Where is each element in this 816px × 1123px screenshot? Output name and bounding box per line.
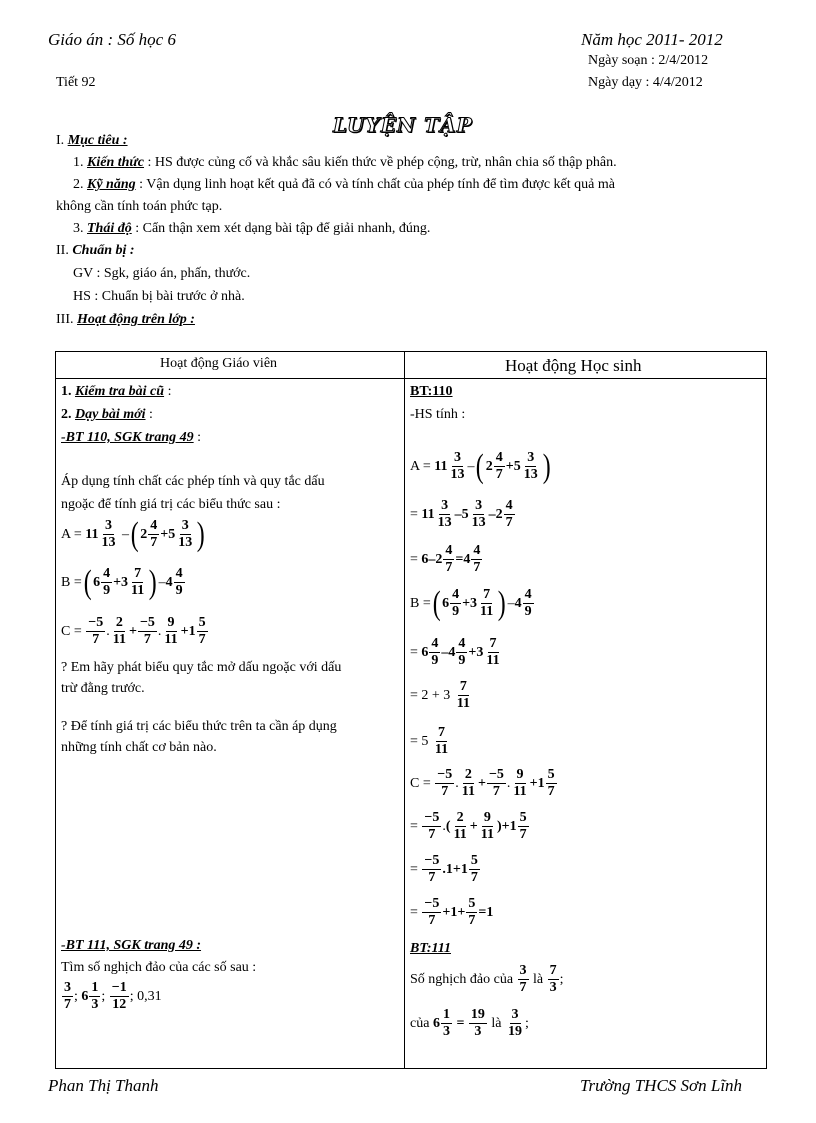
- hs-b-3: = 2 + 3 $\frac{7}{11}$: [410, 679, 471, 711]
- hs-b-4: = 5 $\frac{7}{11}$: [410, 725, 449, 757]
- hs-bt110: BT:110: [410, 384, 453, 399]
- hs-b-1: B = ( 6 $\frac{4}{9}$ + 3 $\frac{7}{11}$ ) – 4 $\frac{4}{9}$: [410, 584, 532, 622]
- ngay-day: Ngày dạy : 4/4/2012: [588, 75, 703, 90]
- gv-intro-1: Áp dụng tính chất các phép tính và quy tắc dấu: [61, 474, 325, 489]
- table-header-divider: [55, 378, 767, 379]
- gv-question-2a: ? Để tính giá trị các biểu thức trên ta cần áp dụng: [61, 719, 337, 734]
- gv-question-2b: những tính chất cơ bản nào.: [61, 740, 217, 755]
- gv-question-1b: trừ đằng trước.: [61, 681, 145, 696]
- hs-c-2: = $\frac{-5}{7}$ . ( $\frac{2}{11}$ + $\frac{9}{11}$ )+ 1 $\frac{5}{7}$: [410, 810, 527, 842]
- thai-do: 3. Thái độ : Cẩn thận xem xét dạng bài tập để giải nhanh, đúng.: [73, 221, 431, 236]
- ngay-soan: Ngày soạn : 2/4/2012: [588, 53, 709, 68]
- footer-right: Trường THCS Sơn Lĩnh: [580, 1076, 743, 1095]
- hs-c-3: = $\frac{-5}{7}$ .1+ 1 $\frac{5}{7}$: [410, 853, 478, 885]
- header-left: Giáo án : Số học 6: [48, 30, 176, 49]
- page-title: LUYỆN TẬP: [333, 113, 473, 137]
- gv-expr-a: A = 11 $\frac{3}{13}$ – ( 2 $\frac{4}{7}$ + 5 $\frac{3}{13}$ ): [61, 515, 205, 553]
- ky-nang: 2. Kỹ năng : Vận dụng linh hoạt kết quả đã có và tính chất của phép tính để tìm được kết quả mà: [73, 177, 615, 192]
- section-muc-tieu: I. Mục tiêu :: [56, 133, 128, 148]
- section-chuan-bi: II. Chuẩn bị :: [56, 243, 135, 258]
- chuan-bi-gv: GV : Sgk, giáo án, phấn, thước.: [73, 266, 251, 281]
- hs-c-1: C = $\frac{-5}{7}$ . $\frac{2}{11}$ + $\frac{-5}{7}$ . $\frac{9}{11}$ + 1 $\frac{5}{7}$: [410, 767, 555, 799]
- gv-find: Tìm số nghịch đảo của các số sau :: [61, 960, 257, 975]
- chuan-bi-hs: HS : Chuẩn bị bài trước ở nhà.: [73, 289, 245, 304]
- gv-question-1a: ? Em hãy phát biểu quy tắc mở dấu ngoặc với dấu: [61, 660, 342, 675]
- hs-bt111: BT:111: [410, 941, 451, 956]
- hs-tinh: -HS tính :: [410, 407, 466, 422]
- ky-nang-cont: không cần tính toán phức tạp.: [56, 199, 223, 214]
- hs-a-1: A = 11 $\frac{3}{13}$ – ( 2 $\frac{4}{7}$ + 5 $\frac{3}{13}$ ): [410, 447, 551, 485]
- table-column-divider: [404, 351, 405, 1069]
- gv-bt111: -BT 111, SGK trang 49 :: [61, 938, 202, 953]
- footer-left: Phan Thị Thanh: [48, 1076, 159, 1095]
- header-right: Năm học 2011- 2012: [581, 30, 723, 49]
- hs-c-4: = $\frac{-5}{7}$ +1+ $\frac{5}{7}$ =1: [410, 896, 494, 928]
- gv-kiem-tra: 1. Kiểm tra bài cũ :: [61, 384, 172, 399]
- hs-b-2: = 6 $\frac{4}{9}$ – 4 $\frac{4}{9}$ + 3 $\frac{7}{11}$: [410, 636, 500, 668]
- col-header-hs: Hoạt động Học sinh: [505, 356, 642, 375]
- gv-expr-b: B = ( 6 $\frac{4}{9}$ + 3 $\frac{7}{11}$ ) – 4 $\frac{4}{9}$: [61, 563, 183, 601]
- kien-thuc: 1. Kiến thức : HS được củng cố và khắc sâu kiến thức về phép cộng, trừ, nhân chia số thập phân.: [73, 155, 617, 170]
- gv-day-bai-moi: 2. Dạy bài mới :: [61, 407, 153, 422]
- gv-intro-2: ngoặc để tính giá trị các biểu thức sau :: [61, 497, 281, 512]
- tiet: Tiết 92: [56, 75, 96, 90]
- gv-bt111-numbers: $\frac{3}{7}$ ; 6 $\frac{1}{3}$ ; $\frac{-1}{12}$ ; 0,31: [64, 980, 162, 1012]
- gv-expr-c: C = $\frac{-5}{7}$ . $\frac{2}{11}$ + $\frac{-5}{7}$ . $\frac{9}{11}$ + 1 $\frac{5}{7}$: [61, 615, 206, 647]
- gv-bt110: -BT 110, SGK trang 49 :: [61, 430, 202, 445]
- section-hoat-dong: III. Hoạt động trên lớp :: [56, 312, 195, 327]
- hs-bt111-line1: Số nghịch đảo của $\frac{3}{7}$ là $\frac{7}{3}$ ;: [410, 963, 564, 995]
- hs-bt111-line2: của 6 $\frac{1}{3}$ = $\frac{19}{3}$ là $\frac{3}{19}$ ;: [410, 1007, 529, 1039]
- col-header-gv: Hoạt động Giáo viên: [160, 356, 278, 371]
- hs-a-2: = 11 $\frac{3}{13}$ – 5 $\frac{3}{13}$ – 2 $\frac{4}{7}$: [410, 498, 513, 530]
- hs-a-3: = 6 – 2 $\frac{4}{7}$ = 4 $\frac{4}{7}$: [410, 543, 481, 575]
